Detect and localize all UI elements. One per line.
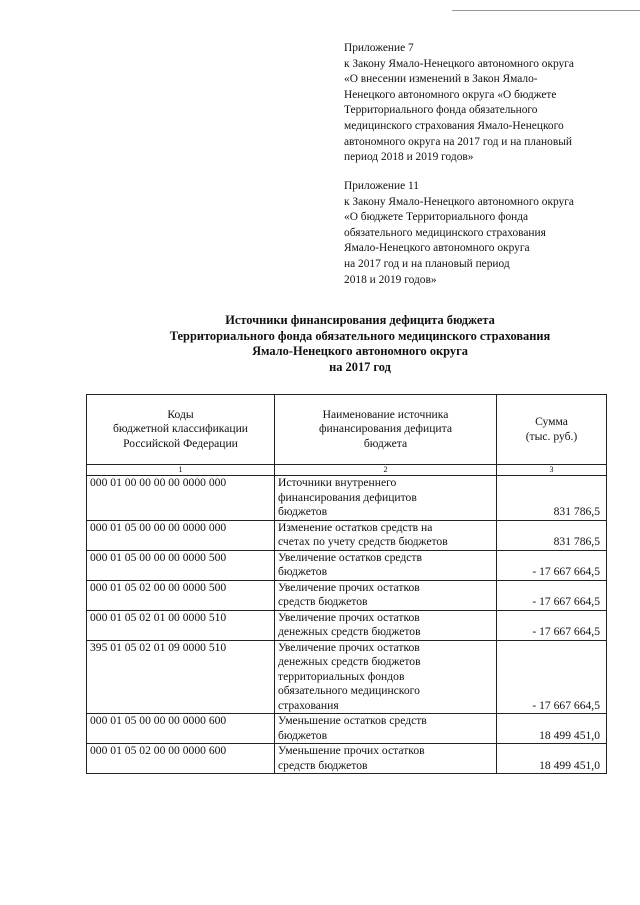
header-codes: Коды бюджетной классификации Российской Федерации <box>87 395 275 465</box>
source-name-cell <box>275 744 497 774</box>
title-line: Источники финансирования дефицита бюджета <box>225 313 495 327</box>
appendix-line: на 2017 год и на плановый период <box>344 257 510 270</box>
table-row <box>87 476 607 521</box>
source-name-line: страхования <box>278 698 339 712</box>
source-name-line: финансирования дефицитов <box>278 490 417 504</box>
sum-cell: - 17 667 664,5 <box>497 550 607 580</box>
source-name-cell <box>275 580 497 610</box>
source-name-line: Изменение остатков средств на <box>278 520 433 534</box>
budget-code-cell: 000 01 05 00 00 00 0000 600 <box>87 714 275 744</box>
source-name-line: бюджетов <box>278 728 328 742</box>
appendix-line: Территориального фонда обязательного <box>344 104 538 117</box>
column-number: 1 <box>87 465 275 476</box>
source-name-line: денежных средств бюджетов <box>278 625 421 638</box>
appendix-11-note <box>344 179 614 288</box>
table-row <box>87 744 607 774</box>
title-line: Территориального фонда обязательного медицинского страхования <box>169 328 551 343</box>
appendix-line: Ямало-Ненецкого автономного округа <box>344 242 530 255</box>
table-row <box>87 550 607 580</box>
source-name-line: бюджетов <box>278 565 328 578</box>
column-number-row <box>87 465 607 476</box>
source-name-line: Источники внутреннего <box>278 476 397 489</box>
budget-code-cell: 395 01 05 02 01 09 0000 510 <box>87 640 275 714</box>
budget-code-cell: 000 01 05 02 01 00 0000 510 <box>87 610 275 640</box>
source-name-line: Увеличение остатков средств <box>278 550 422 564</box>
table-row <box>87 714 607 744</box>
title-line: Ямало-Ненецкого автономного округа <box>252 344 468 359</box>
source-name-cell <box>275 640 497 714</box>
sum-cell: 18 499 451,0 <box>497 714 607 744</box>
financing-sources-table <box>86 394 607 774</box>
sum-cell: 18 499 451,0 <box>497 744 607 774</box>
budget-code-cell: 000 01 05 00 00 00 0000 000 <box>87 520 275 550</box>
document-title <box>80 313 640 375</box>
source-name-line: Уменьшение прочих остатков <box>278 744 425 757</box>
header-row <box>87 395 607 465</box>
appendix-line: к Закону Ямало-Ненецкого автономного округа <box>344 195 574 208</box>
source-name-line: Увеличение прочих остатков <box>278 610 420 624</box>
budget-code-cell: 000 01 05 02 00 00 0000 600 <box>87 744 275 774</box>
budget-code-cell: 000 01 00 00 00 00 0000 000 <box>87 476 275 521</box>
appendix-line: «О бюджете Территориального фонда <box>344 211 529 224</box>
column-number: 3 <box>497 465 607 476</box>
appendix-line: к Закону Ямало-Ненецкого автономного округа <box>344 57 574 70</box>
table-row <box>87 520 607 550</box>
sum-cell: - 17 667 664,5 <box>497 580 607 610</box>
source-name-cell <box>275 520 497 550</box>
appendix-7-note <box>344 41 614 166</box>
source-name-line: счетах по учету средств бюджетов <box>278 535 448 548</box>
title-line: на 2017 год <box>329 359 391 374</box>
appendix-line: медицинского страхования Ямало-Ненецкого <box>344 119 564 132</box>
appendix-line: Ненецкого автономного округа «О бюджете <box>344 88 557 101</box>
sum-cell: 831 786,5 <box>497 520 607 550</box>
source-name-cell <box>275 476 497 521</box>
source-name-line: обязательного медицинского <box>278 684 420 697</box>
header-name: Наименование источника финансирования дефицита бюджета <box>275 395 497 465</box>
appendix-line: обязательного медицинского страхования <box>344 226 546 239</box>
appendix-line: Приложение 7 <box>344 42 414 54</box>
source-name-line: Увеличение прочих остатков <box>278 640 420 654</box>
sum-cell: - 17 667 664,5 <box>497 640 607 714</box>
table-row <box>87 580 607 610</box>
source-name-line: средств бюджетов <box>278 758 368 772</box>
source-name-line: территориальных фондов <box>278 669 405 683</box>
budget-code-cell: 000 01 05 00 00 00 0000 500 <box>87 550 275 580</box>
source-name-cell <box>275 550 497 580</box>
appendix-line: период 2018 и 2019 годов» <box>344 151 474 164</box>
source-name-line: средств бюджетов <box>278 595 368 608</box>
appendix-line: 2018 и 2019 годов» <box>344 273 437 286</box>
sum-cell: 831 786,5 <box>497 476 607 521</box>
source-name-line: Увеличение прочих остатков <box>278 580 420 594</box>
appendix-line: «О внесении изменений в Закон Ямало- <box>344 73 538 86</box>
appendix-line: Приложение 11 <box>344 180 419 192</box>
sum-cell: - 17 667 664,5 <box>497 610 607 640</box>
header-sum: Сумма (тыс. руб.) <box>497 395 607 465</box>
top-rule <box>452 10 640 11</box>
source-name-line: Уменьшение остатков средств <box>278 714 427 727</box>
table-row <box>87 610 607 640</box>
source-name-cell <box>275 714 497 744</box>
appendix-line: автономного округа на 2017 год и на плановый <box>344 135 572 148</box>
table-row <box>87 640 607 714</box>
source-name-line: денежных средств бюджетов <box>278 655 421 668</box>
source-name-line: бюджетов <box>278 505 328 518</box>
source-name-cell <box>275 610 497 640</box>
column-number: 2 <box>275 465 497 476</box>
budget-code-cell: 000 01 05 02 00 00 0000 500 <box>87 580 275 610</box>
